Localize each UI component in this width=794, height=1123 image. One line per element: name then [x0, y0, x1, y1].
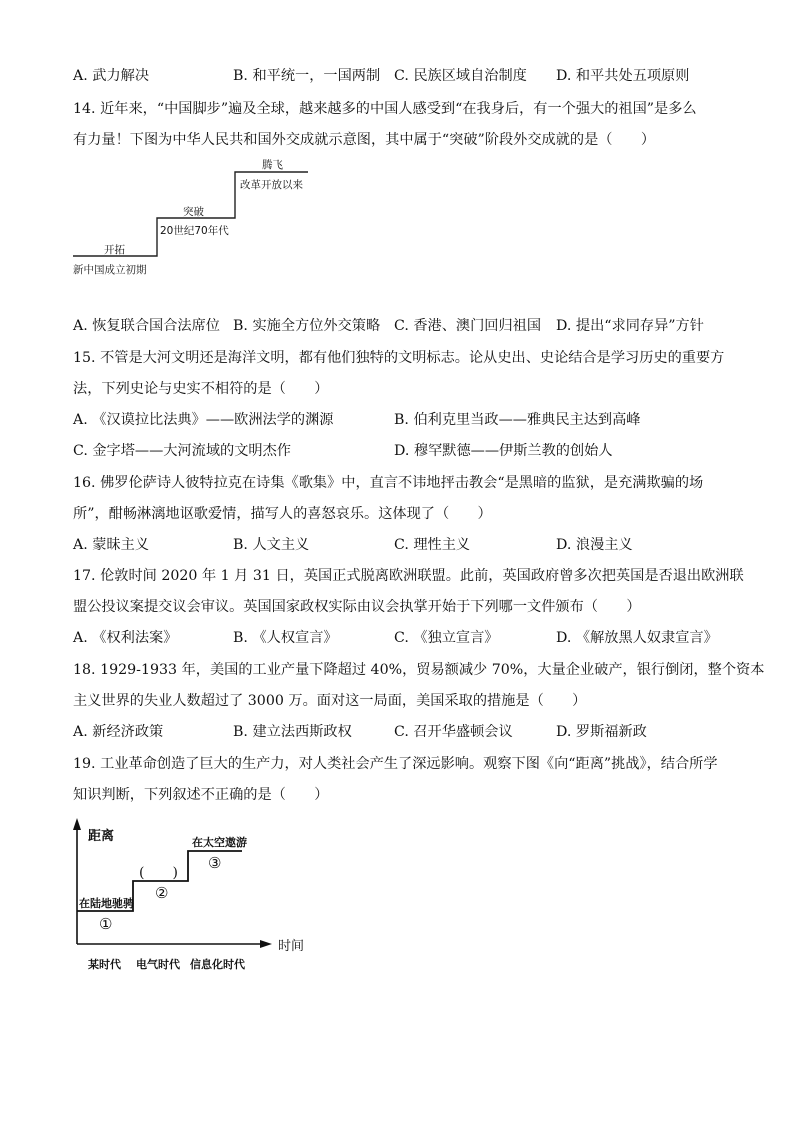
q18-stem-line1: 18. 1929-1933 年，美国的工业产量下降超过 40%，贸易额减少 70%，大量企业破产，银行倒闭，整个资本	[73, 662, 765, 678]
q14-step2-caption: 20世纪70年代	[160, 225, 229, 237]
q14-option-a: A. 恢复联合国合法席位	[73, 318, 220, 334]
q17-option-d: D. 《解放黑人奴隶宣言》	[556, 630, 718, 646]
q19-era3-label: 信息化时代	[190, 958, 245, 971]
q17-option-b: B. 《人权宣言》	[233, 630, 338, 646]
q16-option-c: C. 理性主义	[394, 537, 471, 553]
q19-step2-blank: ( )	[139, 865, 178, 881]
q15-option-b: B. 伯利克里当政——雅典民主达到高峰	[394, 412, 641, 428]
q16-option-d: D. 浪漫主义	[556, 537, 633, 553]
q18-option-d: D. 罗斯福新政	[556, 724, 647, 740]
q19-stem-line2: 知识判断，下列叙述不正确的是（ ）	[73, 787, 329, 803]
q18-option-c: C. 召开华盛顿会议	[394, 724, 513, 740]
q19-era1-label: 某时代	[88, 958, 121, 971]
q15-stem-line2: 法，下列史论与史实不相符的是（ ）	[73, 381, 329, 397]
q14-step1-title: 开拓	[104, 244, 125, 256]
q17-stem-line1: 17. 伦敦时间 2020 年 1 月 31 日，英国正式脱离欧洲联盟。此前，英国政府曾多次把英国是否退出欧洲联	[73, 568, 744, 584]
q19-step1-text: 在陆地驰骋	[79, 897, 134, 910]
q14-step2-title: 突破	[183, 206, 204, 218]
q14-stem-line2: 有力量！下图为中华人民共和国外交成就示意图，其中属于“突破”阶段外交成就的是（ ）	[73, 132, 656, 148]
q13-option-a: A. 武力解决	[73, 68, 150, 84]
q14-option-b: B. 实施全方位外交策略	[233, 318, 381, 334]
q19-y-axis-label: 距离	[88, 829, 115, 844]
q18-option-b: B. 建立法西斯政权	[233, 724, 352, 740]
q17-stem-line2: 盟公投议案提交议会审议。英国国家政权实际由议会执掌开始于下列哪一文件颁布（ ）	[73, 599, 641, 615]
q13-option-b: B. 和平统一，一国两制	[233, 68, 381, 84]
q16-stem-line1: 16. 佛罗伦萨诗人彼特拉克在诗集《歌集》中，直言不讳地抨击教会“是黑暗的监狱，是充满欺骗的场	[73, 475, 704, 491]
q19-step3-text: 在太空遨游	[192, 836, 247, 849]
q15-option-c: C. 金字塔——大河流域的文明杰作	[73, 443, 291, 459]
q17-option-c: C. 《独立宣言》	[394, 630, 499, 646]
q16-option-a: A. 蒙昧主义	[73, 537, 150, 553]
q16-stem-line2: 所”，酣畅淋漓地讴歌爱情，描写人的喜怒哀乐。这体现了（ ）	[73, 506, 492, 522]
q14-step3-title: 腾飞	[262, 159, 283, 171]
q19-step2-number: ②	[155, 884, 169, 902]
q14-stem-line1: 14. 近年来，“中国脚步”遍及全球，越来越多的中国人感受到“在我身后，有一个强大的祖国”是多么	[73, 101, 697, 117]
q15-stem-line1: 15. 不管是大河文明还是海洋文明，都有他们独特的文明标志。论从史出、史论结合是学习历史的重要方	[73, 350, 725, 366]
q14-step3-caption: 改革开放以来	[240, 179, 303, 191]
q19-era2-label: 电气时代	[136, 958, 180, 971]
q19-step1-number: ①	[99, 915, 113, 933]
q13-option-c: C. 民族区域自治制度	[394, 68, 527, 84]
q17-option-a: A. 《权利法案》	[73, 630, 178, 646]
q19-stem-line1: 19. 工业革命创造了巨大的生产力，对人类社会产生了深远影响。观察下图《向“距离”挑战》，结合所学	[73, 756, 718, 772]
q19-x-axis-label: 时间	[278, 939, 305, 954]
q15-option-a: A. 《汉谟拉比法典》——欧洲法学的渊源	[73, 412, 334, 428]
q14-option-d: D. 提出“求同存异”方针	[556, 318, 704, 334]
q13-option-d: D. 和平共处五项原则	[556, 68, 690, 84]
q19-step3-number: ③	[208, 854, 222, 872]
q16-option-b: B. 人文主义	[233, 537, 310, 553]
q18-stem-line2: 主义世界的失业人数超过了 3000 万。面对这一局面，美国采取的措施是（ ）	[73, 693, 587, 709]
q15-option-d: D. 穆罕默德——伊斯兰教的创始人	[394, 443, 613, 459]
q14-step1-caption: 新中国成立初期	[73, 264, 147, 276]
q18-option-a: A. 新经济政策	[73, 724, 164, 740]
q14-option-c: C. 香港、澳门回归祖国	[394, 318, 542, 334]
